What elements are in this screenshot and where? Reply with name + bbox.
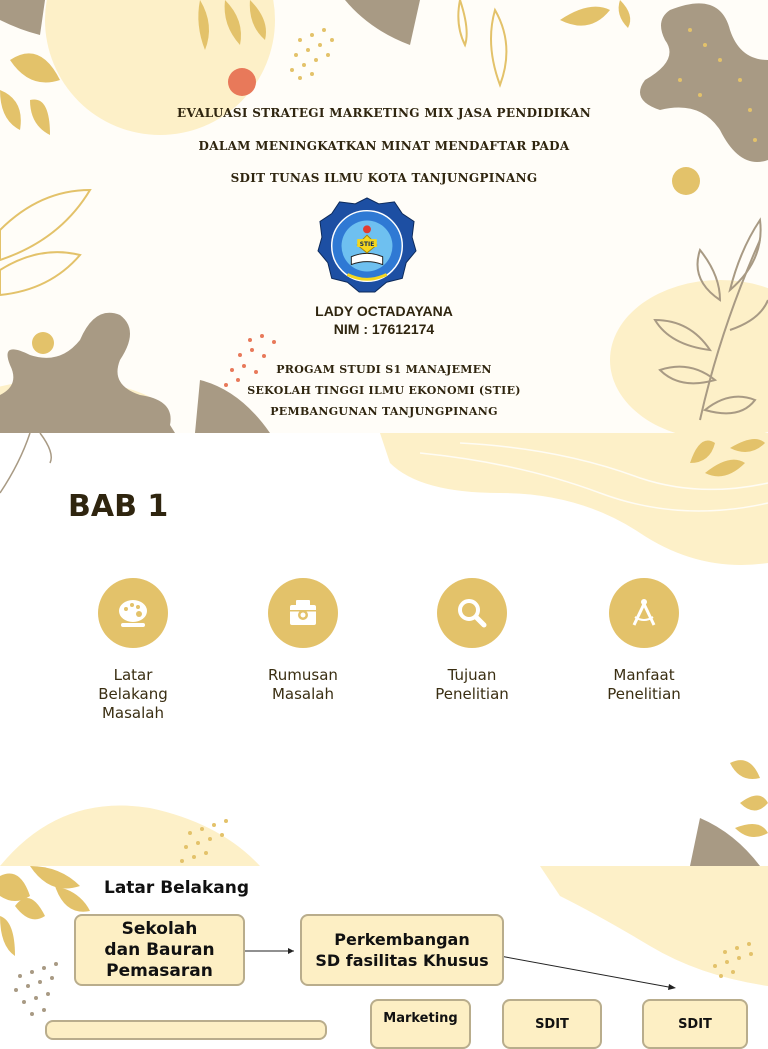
outline-leaf-left-2 <box>0 252 80 295</box>
dot-cluster-top <box>290 28 334 80</box>
box1-line: Pemasaran <box>106 960 213 981</box>
logo-center-text: STIE <box>359 241 375 248</box>
box-bottom-left <box>45 1020 327 1040</box>
label-line: Penelitian <box>435 685 509 703</box>
yellow-leaves-slide2-bottom-right <box>730 760 768 837</box>
menu-item-rumusan-masalah[interactable] <box>233 578 373 704</box>
coral-dot-cluster <box>224 334 276 387</box>
institution-line-3: PEMBANGUNAN TANJUNGPINANG <box>270 405 498 418</box>
compass-icon <box>609 578 679 648</box>
label-line: Masalah <box>101 704 164 722</box>
menu-item-manfaat-penelitian[interactable] <box>574 578 714 704</box>
magnifier-icon <box>437 578 507 648</box>
dots-slide3 <box>14 962 58 1016</box>
latar-belakang-slide <box>0 866 768 1032</box>
box-perkembangan <box>300 914 504 986</box>
brown-leaf-top-left <box>0 0 45 35</box>
box2-line: SD fasilitas Khusus <box>315 951 489 970</box>
menu-item-latar-belakang[interactable] <box>63 578 203 723</box>
title-line-2: DALAM MENINGKATKAN MINAT MENDAFTAR PADA <box>198 139 570 153</box>
author-name: LADY OCTADAYANA <box>315 303 453 319</box>
label-line: Manfaat <box>613 666 675 684</box>
box-sdit-2: SDIT <box>642 999 748 1049</box>
box1-line: Sekolah <box>121 918 198 939</box>
box-marketing: Marketing <box>370 999 471 1049</box>
bab-heading: BAB 1 <box>68 489 169 524</box>
author-nim: NIM : 17612174 <box>333 321 435 337</box>
label-line: Latar <box>113 666 153 684</box>
label-line: Penelitian <box>607 685 681 703</box>
label-line: Tujuan <box>447 666 497 684</box>
outline-leaf-slide2-left <box>0 433 51 493</box>
outline-leaf-1 <box>458 0 466 45</box>
outline-leaf-left-1 <box>0 190 90 260</box>
cream-blob-slide3 <box>540 866 768 986</box>
camera-icon <box>268 578 338 648</box>
menu-item-tujuan-penelitian[interactable] <box>402 578 542 704</box>
bab1-slide <box>0 433 768 866</box>
institution-line-2: SEKOLAH TINGGI ILMU EKONOMI (STIE) <box>247 384 521 397</box>
yellow-leaf-7 <box>560 7 610 26</box>
coral-dot <box>228 68 256 96</box>
label-line: Belakang <box>98 685 168 703</box>
latar-belakang-heading: Latar Belakang <box>104 878 250 898</box>
box-sdit-1: SDIT <box>502 999 602 1049</box>
box1-line: dan Bauran <box>104 939 215 960</box>
arrow-2 <box>500 956 674 988</box>
label-line: Masalah <box>271 685 334 703</box>
box2-line: Perkembangan <box>334 930 470 949</box>
outline-leaf-2 <box>491 10 506 85</box>
title-slide <box>0 0 768 433</box>
brown-leaf-top-center <box>345 0 420 45</box>
box-sekolah-bauran <box>74 914 245 986</box>
yellow-leaf-8 <box>619 0 631 28</box>
institution-line-1: PROGAM STUDI S1 MANAJEMEN <box>276 363 492 376</box>
label-line: Rumusan <box>268 666 338 684</box>
stie-logo <box>318 196 416 294</box>
title-line-1: EVALUASI STRATEGI MARKETING MIX JASA PENDIDIKAN <box>177 106 591 120</box>
title-line-3: SDIT TUNAS ILMU KOTA TANJUNGPINANG <box>230 171 538 185</box>
palette-icon <box>98 578 168 648</box>
